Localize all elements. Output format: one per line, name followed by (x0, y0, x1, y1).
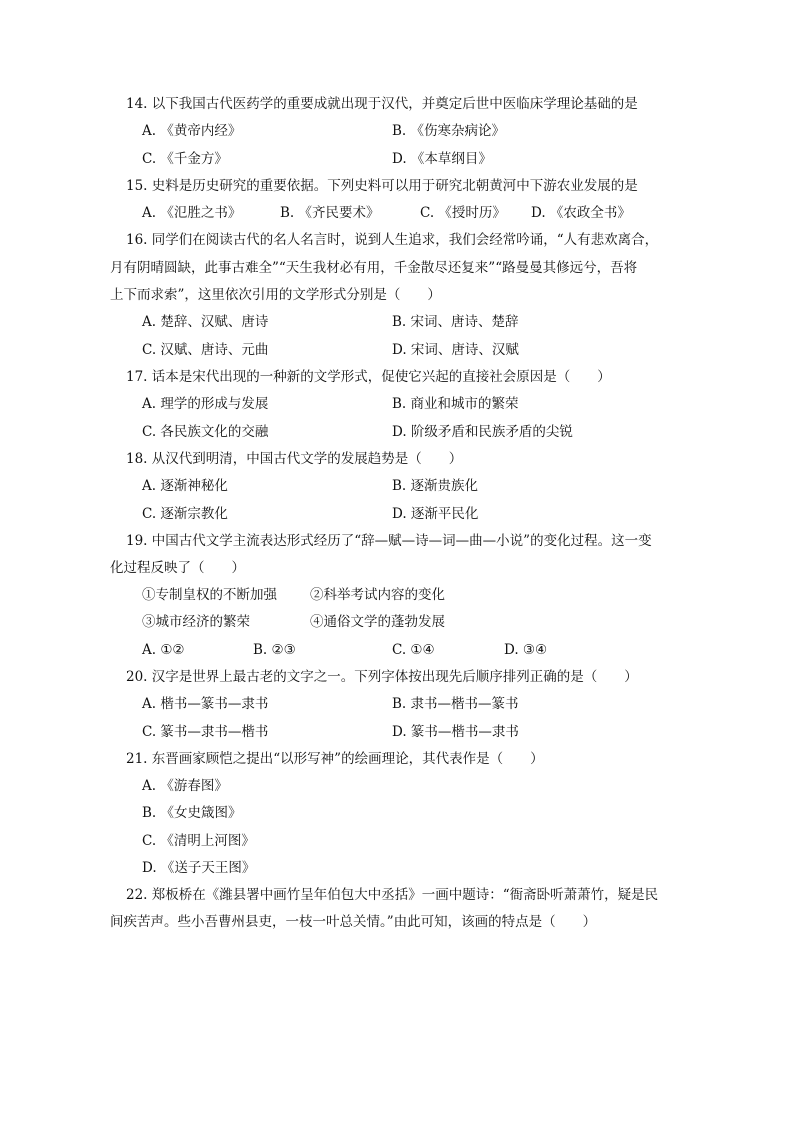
question-19-stem-line-2: 化过程反映了（ ） (110, 560, 245, 576)
question-19-option-d: D. ③④ (504, 642, 548, 658)
question-16-option-b: B. 宋词、唐诗、楚辞 (392, 314, 519, 330)
question-14-option-c: C. 《千金方》 (142, 151, 228, 167)
question-20-option-a: A. 楷书—篆书—隶书 (142, 696, 269, 712)
question-18-option-b: B. 逐渐贵族化 (392, 478, 479, 494)
question-18-option-a: A. 逐渐神秘化 (142, 478, 228, 494)
question-14-option-d: D. 《本草纲目》 (392, 151, 492, 167)
question-18-option-c: C. 逐渐宗教化 (142, 506, 228, 522)
question-19-statement-1: ①专制皇权的不断加强 (142, 587, 277, 603)
question-15-option-d: D. 《农政全书》 (531, 205, 631, 221)
question-16-stem-line-1: 16. 同学们在阅读古代的名人名言时，说到人生追求，我们会经常吟诵，“人有悲欢离合， (126, 232, 659, 248)
question-16-stem-line-3: 上下而求索”，这里依次引用的文学形式分别是（ ） (110, 287, 441, 303)
question-18-stem: 18. 从汉代到明清，中国古代文学的发展趋势是（ ） (126, 451, 463, 467)
question-17-stem: 17. 话本是宋代出现的一种新的文学形式，促使它兴起的直接社会原因是（ ） (126, 369, 611, 385)
question-20-stem: 20. 汉字是世界上最古老的文字之一。下列字体按出现先后顺序排列正确的是（ ） (126, 669, 638, 685)
question-19-statement-3: ③城市经济的繁荣 (142, 614, 250, 630)
question-22-stem-line-2: 间疾苦声。些小吾曹州县吏，一枝一叶总关情。”由此可知，该画的特点是（ ） (110, 914, 597, 930)
question-19-option-a: A. ①② (142, 642, 185, 658)
question-16-option-a: A. 楚辞、汉赋、唐诗 (142, 314, 269, 330)
question-19-option-b: B. ②③ (253, 642, 296, 658)
question-17-option-b: B. 商业和城市的繁荣 (392, 396, 519, 412)
question-18-option-d: D. 逐渐平民化 (392, 506, 479, 522)
question-21-option-d: D. 《送子天王图》 (142, 860, 256, 876)
question-21-option-c: C. 《清明上河图》 (142, 833, 255, 849)
question-17-option-a: A. 理学的形成与发展 (142, 396, 269, 412)
question-20-option-d: D. 篆书—楷书—隶书 (392, 724, 519, 740)
question-19-statement-2: ②科举考试内容的变化 (310, 587, 445, 603)
question-15-option-a: A. 《氾胜之书》 (142, 205, 242, 221)
question-20-option-c: C. 篆书—隶书—楷书 (142, 724, 269, 740)
question-19-stem-line-1: 19. 中国古代文学主流表达形式经历了“辞—赋—诗—词—曲—小说”的变化过程。这一变 (126, 533, 652, 549)
question-17-option-d: D. 阶级矛盾和民族矛盾的尖锐 (392, 424, 573, 440)
question-14-option-a: A. 《黄帝内经》 (142, 123, 242, 139)
question-14-option-b: B. 《伤寒杂病论》 (392, 123, 506, 139)
question-16-option-c: C. 汉赋、唐诗、元曲 (142, 342, 269, 358)
question-21-stem: 21. 东晋画家顾恺之提出“以形写神”的绘画理论，其代表作是（ ） (126, 751, 544, 767)
question-21-option-a: A. 《游春图》 (142, 778, 228, 794)
question-16-option-d: D. 宋词、唐诗、汉赋 (392, 342, 519, 358)
question-22-stem-line-1: 22. 郑板桥在《潍县署中画竹呈年伯包大中丞括》一画中题诗：“衙斋卧听萧萧竹，疑是民 (126, 887, 659, 903)
question-15-option-c: C. 《授时历》 (420, 205, 506, 221)
question-20-option-b: B. 隶书—楷书—篆书 (392, 696, 519, 712)
question-19-option-c: C. ①④ (392, 642, 435, 658)
question-15-option-b: B. 《齐民要术》 (280, 205, 380, 221)
question-19-statement-4: ④通俗文学的蓬勃发展 (310, 614, 445, 630)
question-15-stem: 15. 史料是历史研究的重要依据。下列史料可以用于研究北朝黄河中下游农业发展的是 (126, 178, 638, 194)
question-21-option-b: B. 《女史箴图》 (142, 805, 242, 821)
question-17-option-c: C. 各民族文化的交融 (142, 424, 269, 440)
question-14-stem: 14. 以下我国古代医药学的重要成就出现于汉代，并奠定后世中医临床学理论基础的是 (126, 96, 638, 112)
question-16-stem-line-2: 月有阴晴圆缺，此事古难全”“天生我材必有用，千金散尽还复来”“路曼曼其修远兮，吾将 (110, 260, 638, 276)
